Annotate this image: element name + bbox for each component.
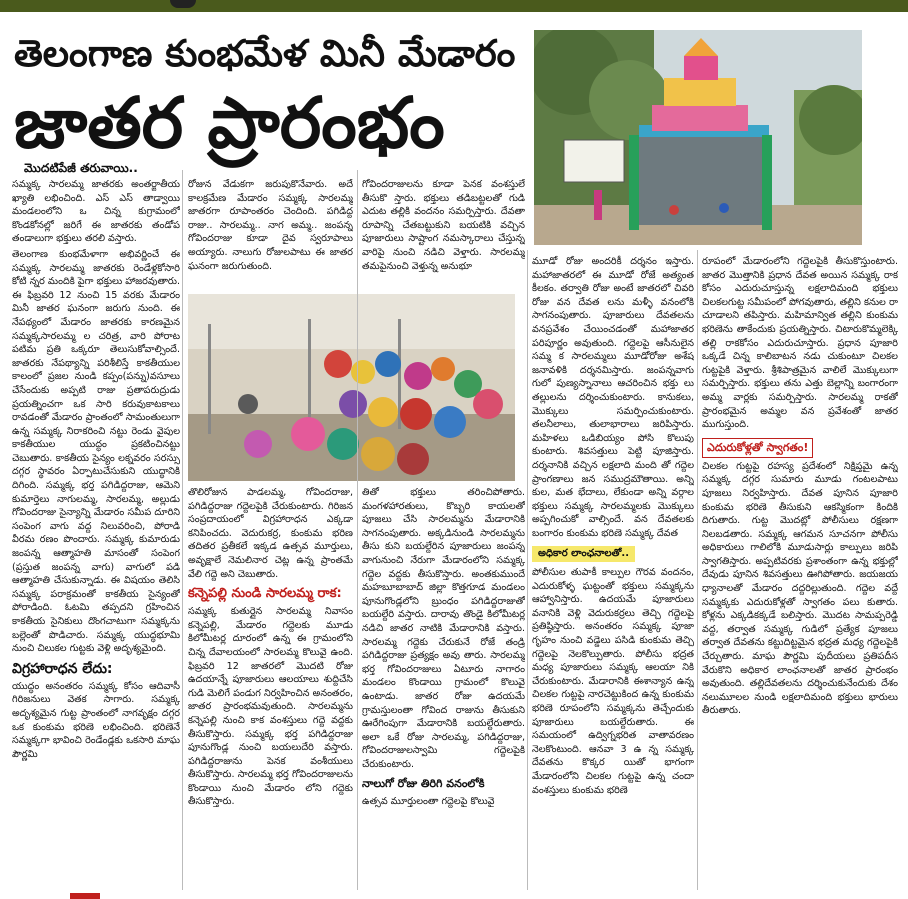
subheading-official-honours: అధికార లాంఛనాలతో.. bbox=[532, 546, 635, 562]
paragraph: గోవిందరాజులను కూడా పెనక వంశస్తులే తీసుకొ స్తారు. భక్తులు తడిబట్టలతో గుడి ఎదుట తల్లికి వందనం సమర్పిస్తారు. దేవతా రూపాన్ని చేతబట్టుకుని బయటికి వచ్చిన పూజారులు సాష్టాంగ నమస్కారాలు చేస్తున్న వారిపై నుంచి నడిచి వెళ్తారు. సారలమ్మ తమపైనుంచి వెళ్తున్న అనుభూ bbox=[362, 179, 525, 272]
paragraph: తొలిరోజున పాడలమ్మ, గోవిందరాజు, పగిడిద్దరాజు గద్దెలపైకి చేరుకుంటారు. గిరిజన సంప్రదాయంలో విగ్రహారాధన ఎక్కడా కనిపించదు. వెదురుకర్ర, కుంకుమ భరిణ తదితర ప్రతీకలే ఇక్కడ ఉత్సవ మూర్తులు, అవృక్షాలే నెమలినార చెట్ల ఉన్న ప్రాంతమే వేలి గద్దె అని చెబుతారు. bbox=[188, 487, 353, 580]
article-column-5 bbox=[702, 255, 898, 890]
paragraph: తెలంగాణ కుంభమేళాగా అభివర్ణించే ఈ సమ్మక్క సారలమ్మ జాతరకు రెండేళ్లకోసారి కోటి న్నర మందికి పైగా భక్తులు హాజరవుతారు. ఈ ఫిబ్రవరి 12 నుంచి 15 వరకు మేడారం మినీ జాతర ఘనంగా జరుగు నుంది. ఈ నేపథ్యంలో మేడారం జాతరకు కారణమైన సమ్మక్కసారలమ్మ ల చరిత్ర, వారి పోరాట పటిమ ప్రతి ఒక్కరూ తెలుసుకోవాల్సిందే. జాతరకు నేపథ్యాన్ని పరిశీలిస్తే కాకతీయుల కాలంలో ప్రజల నుండి కప్పం(పన్ను)వసూలు చేసేందుకు అప్పటి రాజు ప్రతాపరుద్రుడు ప్రయత్నించగా ఒక సారి కరువుకాటకాలు రావడంతో మేడారం ప్రాంతంలో సామంతులుగా ఉన్న సమ్మక్క నిరాకరించి నట్టు రెండు వైపుల కాకతీయుల యుద్ధం ప్రకటించినట్టు చెబుతారు. కాకతీయ సైన్యం లక్నవరం సరస్సు దగ్గర స్థావరం ఏర్పాటుచేసుకుని యుద్ధానికి దిగింది. సమ్మక్క భర్త పగిడిద్దరాజు, ఆమెని కుమార్తెలు నాగులమ్మ, సారలమ్మ, అల్లుడు గోవిందరాజు సైన్యాన్ని మేడారం సమీప దూరిని సంపెంగ వాగు వద్ద నిలువరించి, పోరాడి వీరమ రణం పొందారు. సమ్మక్క కుమారుడు జంపన్న ఆత్మాహతి మాసంతో సంపెంగ (ప్రస్తుత జంపన్న వాగు) వాగులో పడి ఆత్మాహతి చేసుకున్నాడు. ఈ విషయం తెలిసి సమ్మక్క పరాక్రమంతో కాకతీయ సైన్యంతో పోరాడింది. ఓటమి తప్పదని గ్రహించిన కాకతీయ సైనికులు దొంగచాటుగా సమ్మక్కను బల్లెంతో పొడిచారు. సమ్మక్క యుద్ధభూమి నుంచి చిలుకల గుట్టకు వెళ్లి అదృశ్యమైంది. bbox=[12, 248, 180, 655]
column-divider bbox=[697, 250, 698, 890]
article-column-4 bbox=[532, 255, 694, 890]
subheading-saralamma-arrival: కన్నెపల్లి నుండి సారలమ్మ రాక: bbox=[188, 586, 342, 602]
devotees-crowd-photo bbox=[188, 294, 515, 481]
paragraph: పోలీసుల తుపాకీ కాల్పుల గౌరవ వందనం, ఎదురుకోళ్ళ ఘట్టంతో భక్తులు సమ్మక్కను ఆహ్వానిస్తారు. ఉదయమే పూజారులు వనానికి వెళ్లి వెదురుకర్రలు తెచ్చి గద్దెలపై ప్రతిష్ఠిస్తారు. అనంతరం సమ్మక్క పూజా గృహం నుంచి వడ్డెలు పసిడి కుంకుమ తెచ్చి గద్దెలపై నెలకొల్పుతారు. పోలీసు భద్రత మధ్య పూజారులు సమ్మక్క ఆలయా నికి చేరుకుంటారు. మేడారానికి ఈశాన్యాన ఉన్న చిలకల గుట్టపై నారచెట్టుకింద ఉన్న కుంకుమ భరిణె రూపంలోని సమ్మక్కను తెచ్చేందుకు పూజారులు బయల్దేరుతారు. ఈ సమయంలో ఉద్విగ్నభరిత వాతావరణం నెలకొంటుంది. ఆనవా 3 ఉ న్న సమ్మక్క దేవతను కొక్కర యితో భాగంగా మేడారంలోని చిలకల గుట్టపై ఉన్న చందా వంశస్తులు కుంకుమ భరిణె bbox=[532, 567, 694, 796]
paragraph: మూడో రోజు అందరికీ దర్శనం ఇస్తారు. మహాజాతరలో ఈ మూడో రోజే అత్యంత కీలకం. తర్వాతి రోజు అంటే జాతరలో చివరి రోజు వన దేవత లను మళ్ళీ వనంలోకి సాగనంపుతారు. పూజారులు దేవతలను వనప్రవేశం చేయించడంతో మహాజాతర పరిపూర్ణం అవుతుంది. గద్దెలపై ఆసీనులైన సమ్మ క సారలమ్మలు మూడోరోజు అశేష జనావళికి దర్శనమిస్తారు. జంపన్నవాగు గులో పుణ్యస్నానాలు ఆచరించిన భక్తు లు తల్లులను దర్శించుకుంటారు. కానుకలు, మొక్కులు సమర్పించుకుంటారు. తలనీలాలు, తులాభారాలు జరిపిస్తారు. మహిళలు ఒడిబియ్యం పోసి కొలుపు కుంటారు. శివసత్తులు పెట్టి పూజిస్తారు. దర్శనానికి వచ్చిన లక్షలాది మంది తో గద్దెల ప్రాంగణాలు జన సముద్రమౌతాయి. అన్ని కుల, మత భేదాలు, లేకుండా అన్ని వర్గాల భక్తులు సమ్మక్క సారలమ్మలకు మొక్కులు అప్పగించుకో వాల్సిందే. వన దేవతలకు బంగారం కుంకుమ భరిణె సమ్మక్క దేవత bbox=[532, 256, 694, 539]
headline-line-2: జాతర ప్రారంభం bbox=[14, 82, 445, 164]
paragraph: చిలకల గుట్టపై రహస్య ప్రదేశంలో నిక్షిప్తమై ఉన్న సమ్మక్క దగ్గర సుమారు మూడు గంటలపాటు పూజలు నిర్వహిస్తారు. దేవత పూనిన పూజారి కుంకుమ భరిణె తీసుకుని ఆకస్మికంగా కిందికి దిగుతారు. గుట్ట మొదట్లో పోలీసులు రక్షణగా నిలబడతారు. సమ్మక్క ఆగమన సూచనగా పోలీసు అధికారులు గాలిలోకి మూడుసార్లు కాల్పులు జరిపి స్వాగతిస్తారు. అప్పటివరకు ప్రశాంతంగా ఉన్న భక్తుల్లో దేవుడు పూనిన శివసత్తులు ఊగిపోతారు. జయజయ ధ్యానాలతో మేడారం దద్దరిల్లుతుంది. గద్దెల వద్దే సమ్మక్కకు ఎదురుకోళ్లతో స్వాగతం పలు కుతారు. కోళ్లను ఎక్కడికక్కడే బలిస్తారు. మొదట సామప్పరెడ్డి వద్ద, తర్వాత సమ్మక్క గుడిలో ప్రత్యేక పూజలు తర్వాత దేవతను కట్టుదిట్టమైన భద్రత మధ్య గద్దెలపైకి చేర్చుతారు. మాఘ పౌర్ణమి పుదీయలు ప్రతిపదీస వేరుకొని అధికార లాంఛనాలతో జాతర ప్రారంభం అవుతుంది. తల్లిదేవతలను దర్శించుకునేందుకు దేశం నలుమూలల నుండి లక్షలాదిమంది భక్తులు భారులు తీరుతారు. bbox=[702, 460, 898, 717]
article-column-3-top bbox=[362, 178, 525, 290]
paragraph: ఉత్సవ మూర్తులంతా గద్దెలపై కొలువై bbox=[362, 796, 495, 808]
continued-from-label: మొదటిపేజీ తరువాయి.. bbox=[24, 161, 138, 175]
subheading-no-idol-worship: విగ్రహారాధన లేదు: bbox=[12, 660, 113, 677]
paragraph: రోజున వేడుకగా జరుపుకొనేవారు. అదే కాలక్రమేణ మేడారం సమ్మక్క సారలమ్మ జాతరగా రూపాంతరం చెందింది. పగిడిద్ద రాజు.. సారలమ్మ.. నాగ అమ్మ.. జంపన్న గోవిందరాజు కూడా దైవ స్వరూపాలు అయ్యారు. నాలుగు రోజులపాటు ఈ జాతర ఘనంగా జరుగుతుంది. bbox=[188, 179, 353, 272]
article-column-2-top bbox=[188, 178, 353, 290]
article-column-1 bbox=[12, 178, 180, 890]
paragraph: సమ్మక్క కుతుర్లైన సారలమ్మ నివాసం కన్నెపల్లి, మేడారం గద్దెలకు మూడు కిలోమీటర్ల దూరంలో ఉన్న ఈ గ్రామంలోని చిన్న దేవాలయంలో సారలమ్మ కొలువై ఉంది. ఫిబ్రవరి 12 జాతరలో మొదటి రోజు ఉదయాన్నే పూజారులు ఆలయాలు శుద్దిచేసి గుడి మెలిగే పండుగ నిర్వహించిన అనంతరం, జాతర ప్రారంభమవుతుంది. సారలమ్మను కన్నెపల్లి నుంచి కాక వంశస్తులు గద్దె వద్దకు తీసుకొస్తారు. సమ్మక్క భర్త పగిడిద్దరాజు పూనుగొండ్ల నుంచి బయలుదేరి వస్తారు. పగిడిద్దరాజును పెనక వంశీయులు తీసుకొస్తారు. సారలమ్మ భర్త గోవిందరాజులను కొండాయి నుంచి మేడారం లోని గద్దెకు తీసుకొస్తారు. bbox=[188, 606, 353, 808]
column-divider bbox=[182, 170, 183, 890]
bottom-accent-mark bbox=[70, 893, 100, 899]
column-divider bbox=[527, 250, 528, 890]
column-divider bbox=[357, 170, 358, 890]
paragraph: యుద్ధం అనంతరం సమ్మక్క కోసం ఆదివాసీ గిరిజనులు వెతక సాగారు. సమ్మక్క అదృశ్యమైన గుట్ట ప్రాంతంలో నాగవృక్షం దగ్గర ఒక కుంకుమ భరిణె లభించింది. భరిణెనే సమ్మక్కగా భావించి రెండేండ్లకు ఒకసారి మాఘ పౌర్ణమి bbox=[12, 680, 180, 760]
article-column-2-bottom bbox=[188, 486, 353, 890]
paragraph: సమ్మక్క సారలమ్మ జాతరకు అంతర్జాతీయ ఖ్యాతి లభించింది. ఎస్ ఎస్ తాడ్వాయి మండలంలోని ఒ చిన్న కుగ్రామంలో కొండకోనల్లో జరిగే ఈ జాతరకు తండోప తండాలుగా భక్తులు తరలి వస్తారు. bbox=[12, 179, 180, 245]
paragraph: రూపంలో మేడారంలోని గద్దెలపైకి తీసుకొస్తుంటారు. జాతర మొత్తానికి ప్రధాన దేవత అయిన సమ్మక్క రాక కోసం ఎదురుచూస్తున్న లక్షలాదిమంది భక్తులు చిలకలగుట్ట సమీపంలో పోగవుతారు, తల్లిని కనుల రా చూడాలని తపిస్తారు. మహిమాన్విత తల్లిని కుంకుమ భరిణెను తాకేందుకు ప్రయత్నిస్తారు. చిటారుకొమ్మలెక్కి తల్లి రాకకోసం ఎదురుచూస్తారు. ప్రధాన పూజారి ఒక్కడే చిన్న కాలిబాటన నడు చుకుంటూ చిలకల గుట్టపైకి వెళ్తారు. శ్రీశిపాత్రమైన వాలిలే మొక్కులుగా సమర్పిస్తారు. భక్తులు తను ఎత్తు బెల్లాన్ని బంగారంగా అమ్మ వార్లకు సమర్పిస్తారు. సారలమ్మ రాకతో ప్రారంభమైన అమ్మల వన ప్రవేశంతో జాతర ముగుస్తుంది. bbox=[702, 256, 898, 431]
masthead-strip bbox=[0, 0, 908, 12]
headline-line-1: తెలంగాణ కుంభమేళ మినీ మేడారం bbox=[14, 32, 516, 75]
article-column-3-bottom bbox=[362, 486, 525, 890]
subheading-return-to-forest: నాలుగో రోజు తిరిగి వనంలోకి bbox=[362, 777, 485, 791]
temple-gate-photo bbox=[534, 30, 862, 245]
subheading-welcome-with-roosters: ఎదురుకోళ్లతో స్వాగతం! bbox=[702, 438, 813, 458]
masthead-logo-fragment bbox=[170, 0, 196, 8]
paragraph: తితో భక్తులు తరించిపోతారు. మంగళహారతులు, కొబ్బరి కాయలతో పూజలు చేసి సారలమ్మను మేడారానికి సాగనంపుతారు. అక్కడినుండి సారలమ్మను తీసు కుని బయల్దేరిన పూజారులు జంపన్న వాగునుంచి నేరుగా మేడారంలోని సమ్మక్క గద్దెల వద్దకు తీసుకొస్తారు. అంతకుముందే మహబూబాబాద్ జిల్లా కొత్తగూడ మండలం పూనుగొండ్లలోని బ్రుంధం పగిడిద్దరాజుతో బయల్దేరి వస్తారు. దారావు తొండై కిలోమీటర్ల నడిచి జాతర నాటికి మేడారానికి వస్తారు. సారలమ్మ గద్దెకు చేరుకునే రోజే తండ్రి పగిడిద్దరాజు ప్రత్యక్షం అవు తారు. సారలమ్మ భర్త గోవిందరాజులు ఏటూరు నాగారం మండలం కొండాయి గ్రామంలో కొలువై ఉంటాడు. జాతర రోజు ఉదయమే గ్రామస్తులంతా గోవింద రాజును తీసుకుని ఊరేగింపుగా మేడారానికి బయల్దేరుతారు. అలా ఒకే రోజు సారలమ్మ, పగిడిద్దరాజు, గోవిందరాజులస్వామి గద్దెలపైకి చేరుకుంటారు. bbox=[362, 487, 525, 770]
